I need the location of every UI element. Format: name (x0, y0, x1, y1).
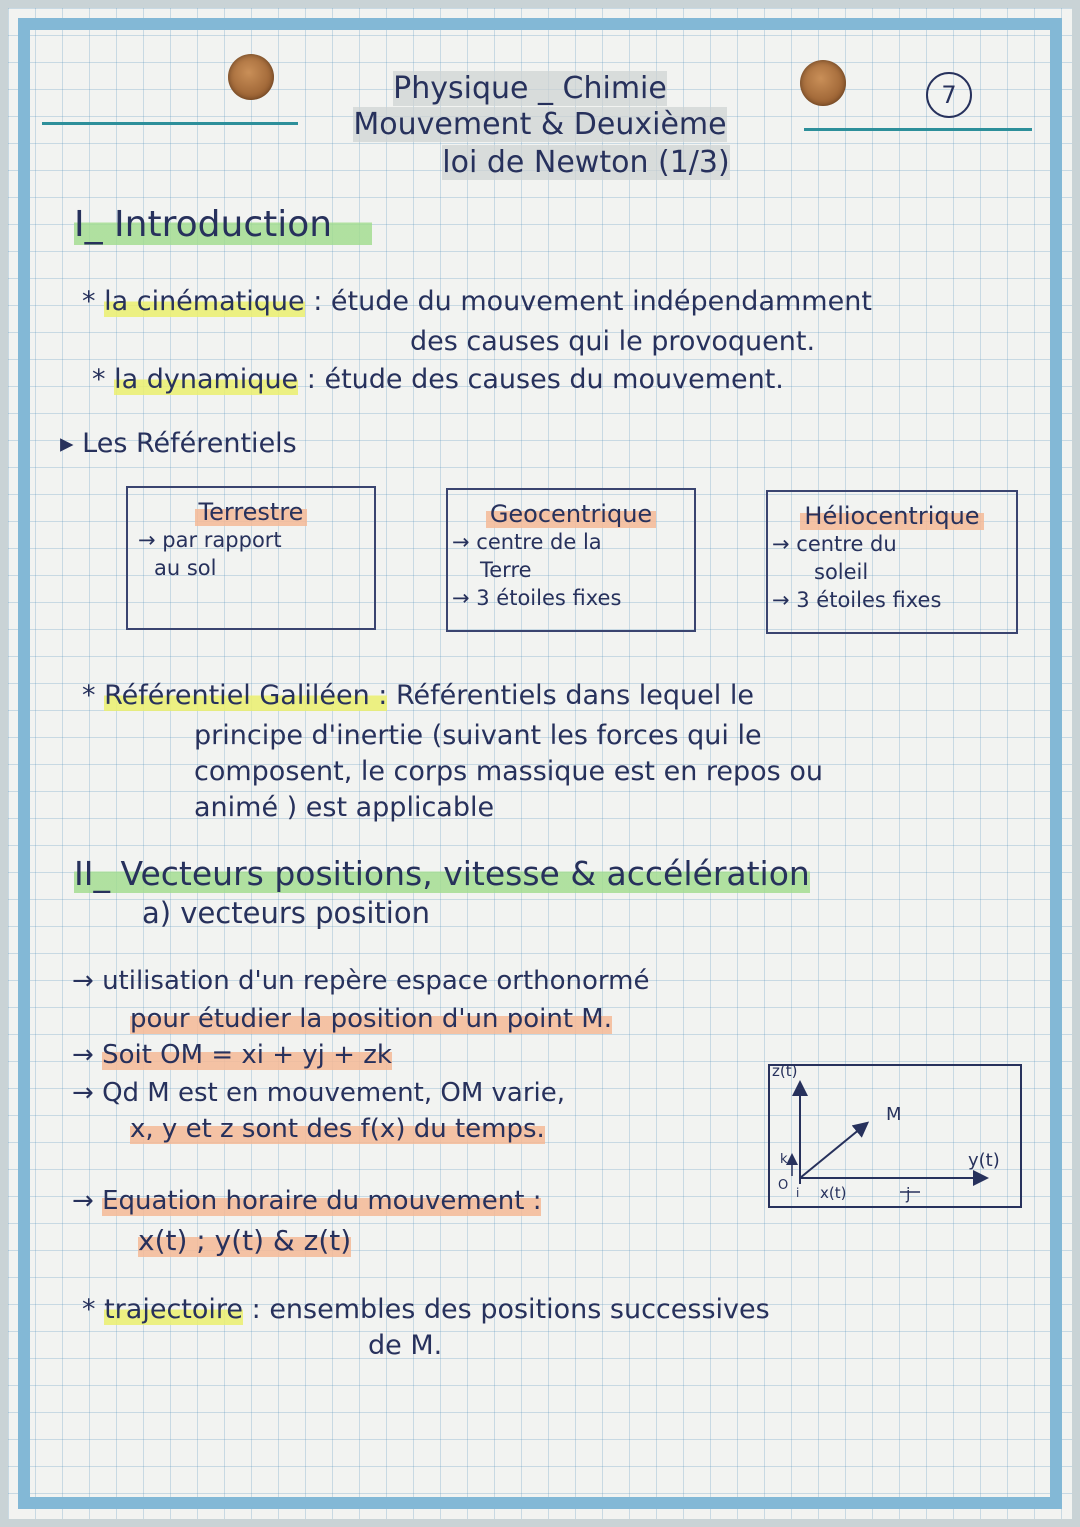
om-vector (800, 1124, 866, 1178)
title-subject: Physique _ Chimie (393, 71, 667, 106)
section1-heading: I_ Introduction (74, 204, 372, 245)
ref-line: soleil (814, 560, 869, 584)
section2-heading: II_ Vecteurs positions, vitesse & accélération (74, 854, 810, 893)
punch-hole-left (228, 54, 274, 100)
j-label: j (906, 1184, 911, 1203)
def-term: la cinématique (104, 286, 305, 317)
def-term: la dynamique (114, 364, 299, 395)
axes-svg (770, 1066, 1020, 1206)
ref-title: Geocentrique (486, 500, 656, 528)
i-label: i (796, 1186, 800, 1200)
page-number: 7 (926, 72, 972, 118)
item-soit-line: → Soit OM = xi + yj + zk (72, 1040, 392, 1070)
def-bullet: * (82, 286, 96, 317)
ref-line: → 3 étoiles fixes (772, 588, 942, 612)
referentiels-label: ▸ Les Référentiels (60, 428, 297, 459)
point-m-label: M (886, 1104, 902, 1125)
ref-box-terrestre (126, 486, 376, 630)
ref-line: → centre du (772, 532, 897, 556)
title-chapter-line1: Mouvement & Deuxième (353, 107, 727, 142)
arrow-icon: ▸ (60, 428, 83, 459)
item-equation-line2: x(t) ; y(t) & z(t) (138, 1224, 352, 1257)
ref-title: Terrestre (195, 498, 308, 526)
k-label: k (780, 1152, 788, 1167)
title-chapter-line2: loi de Newton (1/3) (442, 145, 730, 180)
galileen-line4: animé ) est applicable (194, 792, 495, 823)
item-utilisation-line2: pour étudier la position d'un point M. (130, 1004, 613, 1034)
ref-line: au sol (154, 556, 217, 580)
ref-box-heliocentrique (766, 490, 1018, 634)
ref-line: Terre (480, 558, 532, 582)
galileen-term: Référentiel Galiléen : (104, 680, 388, 711)
ref-box-geocentrique (446, 488, 696, 632)
ref-line: → centre de la (452, 530, 602, 554)
galileen-line3: composent, le corps massique est en repos ou (194, 756, 823, 787)
galileen-line2: principe d'inertie (suivant les forces qui le (194, 720, 762, 751)
def-cinematique-line1: * la cinématique : étude du mouvement indépendamment (82, 286, 872, 317)
def-dynamique-line: * la dynamique : étude des causes du mouvement. (92, 364, 784, 395)
coordinate-diagram (768, 1064, 1022, 1208)
def-cinematique-line2: des causes qui le provoquent. (410, 326, 816, 357)
punch-hole-right (800, 60, 846, 106)
trajectoire-term: trajectoire (104, 1294, 244, 1325)
item-qd-line1: → Qd M est en mouvement, OM varie, (72, 1078, 566, 1108)
galileen-line1: * Référentiel Galiléen : Référentiels dans lequel le (82, 680, 754, 711)
z-axis-label: z(t) (772, 1062, 798, 1080)
ref-line: → 3 étoiles fixes (452, 586, 622, 610)
item-equation-line1: → Equation horaire du mouvement : (72, 1186, 542, 1216)
y-axis-label: y(t) (968, 1150, 1000, 1171)
item-qd-line2: x, y et z sont des f(x) du temps. (130, 1114, 545, 1144)
origin-label: O (778, 1178, 789, 1193)
header-rule-right (804, 128, 1032, 131)
ref-line: → par rapport (138, 528, 282, 552)
trajectoire-line2: de M. (368, 1330, 443, 1361)
ref-title: Héliocentrique (800, 502, 983, 530)
trajectoire-line1: * trajectoire : ensembles des positions successives (82, 1294, 770, 1325)
item-utilisation-line1: → utilisation d'un repère espace orthonormé (72, 966, 650, 996)
x-axis-label: x(t) (820, 1184, 847, 1202)
notebook-page (8, 8, 1072, 1519)
section2-subheading: a) vecteurs position (142, 896, 430, 930)
header-rule-left (42, 122, 298, 125)
